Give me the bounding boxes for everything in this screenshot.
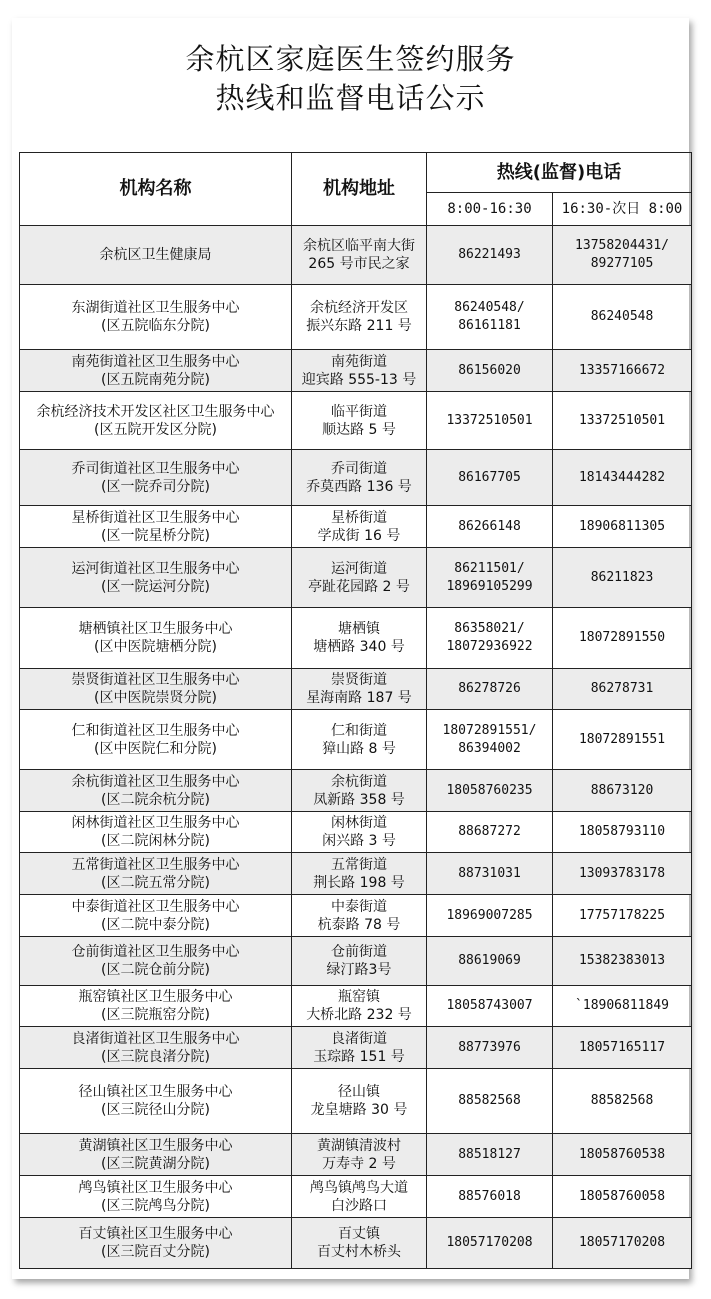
- phone-night-cell-line: 86211823: [590, 569, 654, 585]
- institution-address-cell-line: 玉琮路 151 号: [313, 1048, 405, 1065]
- phone-day-cell: [427, 669, 553, 710]
- phone-night-cell-line: 18072891550: [578, 630, 666, 645]
- institution-address-cell-line: 乔莫西路 136 号: [306, 478, 412, 495]
- phone-night-cell-line: 18057170208: [578, 1235, 666, 1250]
- table-row: [20, 1027, 692, 1069]
- institution-name-cell-line: (区中医院仁和分院): [94, 740, 217, 757]
- table-row: [20, 392, 692, 450]
- phone-day-cell: [427, 548, 553, 608]
- page-title: [12, 40, 689, 118]
- phone-day-cell-line: 86211501/: [454, 560, 525, 576]
- institution-address-cell-line: 学成街 16 号: [317, 527, 401, 544]
- phone-day-cell: [427, 853, 553, 895]
- phone-night-cell-line: 88582568: [590, 1093, 654, 1108]
- institution-address-cell-line: 南苑街道: [331, 353, 387, 370]
- institution-name-cell-line: (区五院临东分院): [101, 318, 210, 334]
- phone-day-cell: [427, 895, 553, 937]
- institution-address-cell-line: 獐山路 8 号: [322, 740, 396, 757]
- institution-address-cell-line: 星桥街道: [331, 509, 387, 526]
- institution-address-cell-line: 绿汀路3号: [326, 962, 392, 978]
- institution-name-cell-line: 中泰街道社区卫生服务中心: [71, 898, 240, 915]
- institution-name-cell-line: 余杭经济技术开发区社区卫生服务中心: [36, 403, 275, 420]
- institution-address-cell-line: 五常街道: [331, 856, 387, 873]
- table-row: [20, 710, 692, 770]
- institution-name-cell-line: (区中医院塘栖分院): [94, 639, 217, 655]
- institution-name-cell: [20, 1176, 292, 1218]
- institution-address-cell-line: 振兴东路 211 号: [306, 318, 412, 334]
- institution-address-cell-line: 余杭经济开发区: [310, 300, 408, 316]
- institution-name-cell-line: (区五院南苑分院): [101, 371, 210, 388]
- table-row: [20, 986, 692, 1027]
- phone-day-cell-line: 86167705: [458, 469, 521, 485]
- phone-night-cell: [553, 506, 692, 548]
- phone-day-cell-line: 18969105299: [446, 578, 533, 594]
- institution-address-cell-line: 荆长路 198 号: [313, 874, 405, 891]
- phone-day-cell: [427, 812, 553, 853]
- table-row: [20, 669, 692, 710]
- institution-address-cell: [292, 986, 427, 1027]
- phone-night-cell: [553, 812, 692, 853]
- institution-address-cell-line: 塘栖镇: [338, 621, 380, 637]
- institution-name-cell: [20, 450, 292, 506]
- institution-name-cell-line: 塘栖镇社区卫生服务中心: [78, 621, 233, 637]
- header-time-night: 16:30-次日 8:00: [553, 193, 692, 226]
- institution-address-cell: [292, 1134, 427, 1176]
- institution-address-cell-line: 崇贤街道: [331, 672, 387, 688]
- institution-name-cell-line: (区三院良渚分院): [101, 1048, 210, 1065]
- institution-address-cell-line: 龙皇塘路 30 号: [310, 1102, 408, 1118]
- institution-address-cell-line: 百丈村木桥头: [317, 1244, 401, 1260]
- institution-address-cell-line: 瓶窑镇: [338, 989, 380, 1005]
- phone-day-cell-line: 88773976: [458, 1039, 521, 1055]
- institution-name-cell-line: 余杭街道社区卫生服务中心: [71, 773, 240, 790]
- phone-night-cell-line: `18906811849: [575, 998, 669, 1013]
- phone-day-cell-line: 86278726: [458, 681, 521, 696]
- phone-night-cell: [553, 548, 692, 608]
- phone-night-cell-line: 18058793110: [578, 824, 666, 839]
- institution-name-cell: [20, 350, 292, 392]
- phone-day-cell-line: 88687272: [458, 824, 521, 839]
- phone-day-cell-line: 18058760235: [446, 782, 533, 798]
- phone-day-cell-line: 88619069: [458, 953, 521, 968]
- institution-address-cell: [292, 506, 427, 548]
- table-row: [20, 226, 692, 285]
- institution-name-cell: [20, 548, 292, 608]
- institution-name-cell-line: 仓前街道社区卫生服务中心: [71, 944, 240, 960]
- phone-night-cell: [553, 1176, 692, 1218]
- phone-day-cell: [427, 350, 553, 392]
- phone-night-cell: [553, 350, 692, 392]
- institution-address-cell-line: 星海南路 187 号: [306, 690, 412, 706]
- phone-day-cell-line: 86266148: [458, 518, 521, 534]
- title-line-2: 热线和监督电话公示: [215, 81, 486, 115]
- phone-night-cell-line: 18906811305: [578, 518, 666, 534]
- institution-name-cell-line: 乔司街道社区卫生服务中心: [71, 460, 240, 477]
- phone-day-cell: [427, 392, 553, 450]
- phone-day-cell: [427, 986, 553, 1027]
- institution-name-cell: [20, 710, 292, 770]
- institution-name-cell: [20, 669, 292, 710]
- institution-name-cell-line: 鸬鸟镇社区卫生服务中心: [78, 1179, 233, 1196]
- institution-name-cell: [20, 1027, 292, 1069]
- institution-name-cell: [20, 812, 292, 853]
- institution-address-cell: [292, 608, 427, 669]
- institution-name-cell-line: (区一院乔司分院): [101, 478, 210, 495]
- header-hotline: 热线(监督)电话: [427, 153, 692, 193]
- phone-night-cell-line: 13357166672: [578, 362, 666, 378]
- phone-day-cell-line: 86240548/: [454, 300, 525, 315]
- institution-name-cell: [20, 226, 292, 285]
- phone-day-cell: [427, 1027, 553, 1069]
- institution-address-cell-line: 中泰街道: [331, 898, 387, 915]
- institution-address-cell-line: 闲兴路 3 号: [322, 833, 396, 849]
- institution-name-cell-line: 良渚街道社区卫生服务中心: [71, 1030, 240, 1047]
- institution-name-cell-line: 仁和街道社区卫生服务中心: [71, 722, 240, 739]
- institution-address-cell: [292, 853, 427, 895]
- institution-address-cell: [292, 1218, 427, 1269]
- phone-night-cell: [553, 937, 692, 986]
- institution-address-cell-line: 乔司街道: [331, 460, 387, 477]
- institution-name-cell: [20, 285, 292, 350]
- phone-day-cell-line: 86394002: [458, 740, 521, 756]
- institution-name-cell-line: (区二院闲林分院): [101, 833, 210, 849]
- institution-address-cell: [292, 350, 427, 392]
- institution-name-cell: [20, 937, 292, 986]
- table-row: [20, 1218, 692, 1269]
- institution-address-cell-line: 余杭区临平南大街: [303, 238, 415, 254]
- phone-night-cell: [553, 1134, 692, 1176]
- phone-day-cell: [427, 226, 553, 285]
- institution-address-cell-line: 黄湖镇清波村: [317, 1137, 401, 1154]
- institution-name-cell-line: (区一院星桥分院): [101, 527, 210, 544]
- phone-day-cell: [427, 1069, 553, 1134]
- table-row: [20, 285, 692, 350]
- institution-name-cell-line: 瓶窑镇社区卫生服务中心: [78, 989, 233, 1005]
- phone-day-cell-line: 86358021/: [454, 621, 525, 636]
- institution-name-cell: [20, 895, 292, 937]
- phone-day-cell-line: 18057170208: [446, 1235, 533, 1250]
- phone-day-cell-line: 88731031: [458, 865, 521, 881]
- table-row: [20, 812, 692, 853]
- phone-day-cell: [427, 1134, 553, 1176]
- phone-day-cell-line: 86156020: [458, 362, 521, 378]
- institution-name-cell-line: (区三院黄湖分院): [101, 1155, 210, 1172]
- phone-night-cell-line: 86240548: [590, 309, 654, 324]
- institution-name-cell-line: (区三院鸬鸟分院): [101, 1197, 210, 1214]
- phone-day-cell: [427, 710, 553, 770]
- table-row: [20, 1176, 692, 1218]
- institution-address-cell-line: 余杭街道: [331, 773, 387, 790]
- institution-address-cell: [292, 285, 427, 350]
- notice-page: [12, 18, 689, 1279]
- phone-night-cell-line: 13093783178: [578, 865, 666, 881]
- phone-day-cell-line: 13372510501: [446, 412, 533, 428]
- institution-address-cell: [292, 226, 427, 285]
- phone-night-cell-line: 18057165117: [578, 1039, 666, 1055]
- phone-night-cell: [553, 226, 692, 285]
- table-row: [20, 770, 692, 812]
- institution-address-cell-line: 塘栖路 340 号: [313, 639, 405, 655]
- phone-night-cell-line: 17757178225: [578, 907, 666, 923]
- phone-day-cell: [427, 1218, 553, 1269]
- phone-day-cell-line: 86221493: [458, 247, 521, 262]
- institution-name-cell-line: (区五院开发区分院): [94, 421, 217, 438]
- phone-night-cell: [553, 1218, 692, 1269]
- institution-name-cell-line: (区二院五常分院): [101, 874, 210, 891]
- institution-address-cell: [292, 770, 427, 812]
- header-time-day: 8:00-16:30: [427, 193, 553, 226]
- phone-night-cell: [553, 608, 692, 669]
- phone-day-cell: [427, 450, 553, 506]
- header-institution-name: 机构名称: [20, 153, 292, 226]
- institution-address-cell-line: 万寿寺 2 号: [322, 1155, 396, 1172]
- phone-day-cell-line: 88576018: [458, 1188, 521, 1204]
- institution-name-cell-line: (区三院百丈分院): [101, 1244, 210, 1260]
- phone-day-cell-line: 18969007285: [446, 907, 533, 923]
- institution-name-cell: [20, 608, 292, 669]
- table-row: [20, 350, 692, 392]
- institution-address-cell-line: 凤新路 358 号: [313, 791, 405, 808]
- table-row: [20, 895, 692, 937]
- table-body: [20, 226, 692, 1269]
- phone-night-cell: [553, 1027, 692, 1069]
- table-row: [20, 450, 692, 506]
- institution-address-cell-line: 仓前街道: [331, 944, 387, 960]
- institution-address-cell: [292, 1176, 427, 1218]
- phone-night-cell-line: 13758204431/: [575, 238, 669, 253]
- phone-night-cell: [553, 285, 692, 350]
- institution-address-cell: [292, 1069, 427, 1134]
- institution-address-cell: [292, 1027, 427, 1069]
- phone-day-cell-line: 88518127: [458, 1146, 521, 1162]
- institution-name-cell-line: (区三院瓶窑分院): [101, 1007, 210, 1023]
- institution-name-cell-line: 百丈镇社区卫生服务中心: [78, 1226, 233, 1242]
- institution-name-cell: [20, 1069, 292, 1134]
- institution-name-cell-line: 运河街道社区卫生服务中心: [71, 560, 240, 577]
- institution-name-cell-line: (区二院余杭分院): [101, 791, 210, 808]
- institution-name-cell: [20, 392, 292, 450]
- institution-address-cell-line: 白沙路口: [331, 1197, 387, 1214]
- phone-night-cell-line: 18072891551: [578, 731, 666, 747]
- phone-day-cell-line: 18072936922: [446, 639, 533, 654]
- table-row: [20, 1134, 692, 1176]
- phone-night-cell: [553, 770, 692, 812]
- institution-address-cell-line: 杭泰路 78 号: [317, 916, 401, 933]
- phone-night-cell-line: 15382383013: [578, 953, 666, 968]
- institution-address-cell-line: 径山镇: [338, 1084, 380, 1100]
- institution-address-cell: [292, 812, 427, 853]
- institution-name-cell-line: 五常街道社区卫生服务中心: [71, 856, 240, 873]
- institution-name-cell-line: 径山镇社区卫生服务中心: [78, 1084, 233, 1100]
- institution-address-cell-line: 265 号市民之家: [308, 256, 410, 272]
- institution-address-cell: [292, 548, 427, 608]
- institution-name-cell-line: (区一院运河分院): [101, 578, 210, 595]
- institution-name-cell-line: 闲林街道社区卫生服务中心: [71, 815, 240, 831]
- institution-address-cell-line: 顺达路 5 号: [322, 421, 396, 438]
- institution-name-cell: [20, 986, 292, 1027]
- institution-address-cell-line: 亭趾花园路 2 号: [308, 578, 410, 595]
- institution-address-cell: [292, 669, 427, 710]
- institution-name-cell: [20, 506, 292, 548]
- table-row: [20, 1069, 692, 1134]
- phone-night-cell: [553, 853, 692, 895]
- institution-name-cell-line: (区二院中泰分院): [101, 916, 210, 933]
- institution-address-cell-line: 迎宾路 555-13 号: [301, 371, 417, 388]
- institution-name-cell-line: 东湖街道社区卫生服务中心: [71, 300, 240, 316]
- phone-night-cell: [553, 895, 692, 937]
- institution-name-cell: [20, 853, 292, 895]
- institution-address-cell-line: 仁和街道: [331, 722, 387, 739]
- phone-day-cell-line: 88582568: [458, 1093, 521, 1108]
- phone-night-cell: [553, 1069, 692, 1134]
- phone-day-cell-line: 18072891551/: [442, 722, 537, 738]
- phone-day-cell-line: 18058743007: [446, 998, 533, 1013]
- table-row: [20, 608, 692, 669]
- institution-address-cell-line: 临平街道: [331, 403, 387, 420]
- table-row: [20, 937, 692, 986]
- table-row: [20, 548, 692, 608]
- institution-address-cell: [292, 392, 427, 450]
- institution-address-cell-line: 鸬鸟镇鸬鸟大道: [310, 1179, 408, 1196]
- phone-night-cell-line: 89277105: [590, 256, 654, 271]
- title-line-1: 余杭区家庭医生签约服务: [185, 42, 516, 76]
- institution-name-cell-line: 星桥街道社区卫生服务中心: [71, 509, 240, 526]
- institution-address-cell-line: 闲林街道: [331, 815, 387, 831]
- phone-night-cell-line: 18058760538: [578, 1146, 666, 1162]
- institution-name-cell-line: (区三院径山分院): [101, 1102, 210, 1118]
- institution-name-cell-line: (区中医院崇贤分院): [94, 690, 217, 706]
- institution-address-cell-line: 大桥北路 232 号: [306, 1007, 412, 1023]
- phone-night-cell: [553, 450, 692, 506]
- phone-day-cell-line: 86161181: [458, 318, 521, 333]
- institution-address-cell-line: 百丈镇: [338, 1226, 380, 1242]
- institution-address-cell: [292, 450, 427, 506]
- institution-name-cell-line: 崇贤街道社区卫生服务中心: [71, 672, 240, 688]
- phone-night-cell-line: 18143444282: [578, 469, 666, 485]
- institution-name-cell: [20, 1218, 292, 1269]
- phone-night-cell: [553, 710, 692, 770]
- phone-day-cell: [427, 285, 553, 350]
- phone-day-cell: [427, 937, 553, 986]
- institution-name-cell-line: 余杭区卫生健康局: [99, 247, 212, 263]
- phone-day-cell: [427, 608, 553, 669]
- phone-day-cell: [427, 506, 553, 548]
- phone-day-cell: [427, 770, 553, 812]
- institution-name-cell-line: 南苑街道社区卫生服务中心: [71, 353, 240, 370]
- institution-address-cell: [292, 937, 427, 986]
- phone-night-cell-line: 86278731: [590, 681, 654, 696]
- institution-address-cell: [292, 710, 427, 770]
- institution-name-cell: [20, 1134, 292, 1176]
- table-row: [20, 506, 692, 548]
- phone-night-cell-line: 13372510501: [578, 412, 666, 428]
- phone-day-cell: [427, 1176, 553, 1218]
- header-institution-address: 机构地址: [292, 153, 427, 226]
- phone-night-cell: [553, 669, 692, 710]
- institution-name-cell-line: (区二院仓前分院): [101, 962, 210, 978]
- phone-night-cell-line: 18058760058: [578, 1188, 666, 1204]
- phone-night-cell: [553, 986, 692, 1027]
- hotline-table: [19, 152, 692, 1269]
- phone-night-cell: [553, 392, 692, 450]
- institution-address-cell-line: 运河街道: [331, 560, 387, 577]
- phone-night-cell-line: 88673120: [590, 782, 654, 798]
- institution-address-cell: [292, 895, 427, 937]
- institution-name-cell-line: 黄湖镇社区卫生服务中心: [78, 1137, 233, 1154]
- table-row: [20, 853, 692, 895]
- institution-address-cell-line: 良渚街道: [331, 1030, 387, 1047]
- institution-name-cell: [20, 770, 292, 812]
